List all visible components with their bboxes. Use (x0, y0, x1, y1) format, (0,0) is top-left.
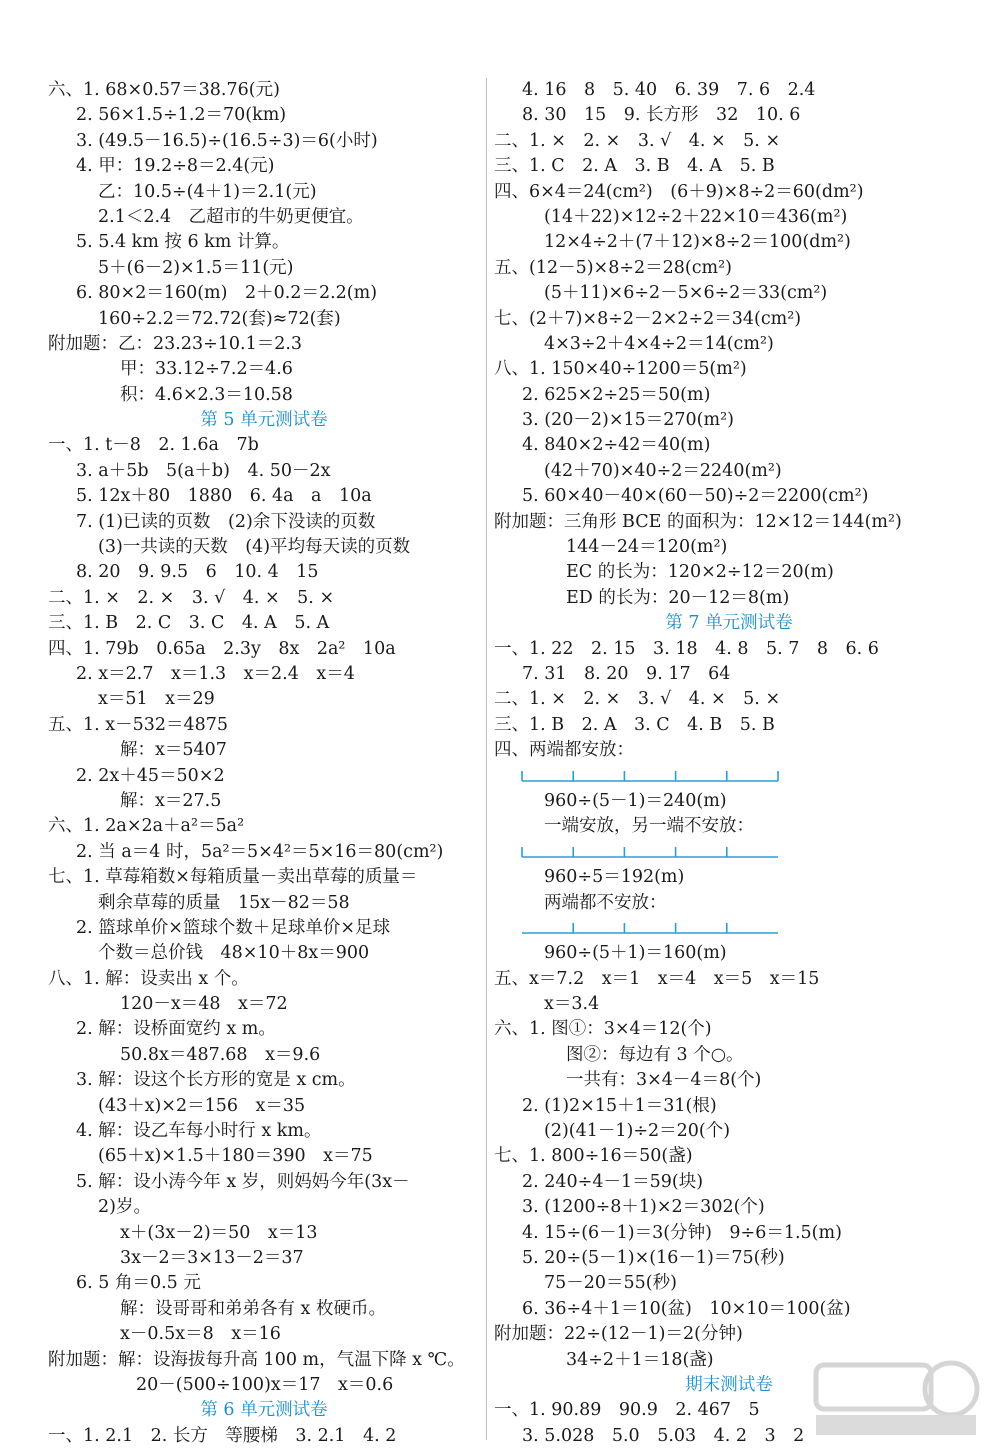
answer-line: 三、1. B 2. C 3. C 4. A 5. A (48, 613, 330, 634)
answer-line: (5＋11)×6÷2－5×6÷2＝33(cm²) (544, 283, 828, 304)
section-title: 第 6 单元测试卷 (200, 1400, 328, 1421)
answer-line: 960÷(5－1)＝240(m) (544, 790, 727, 811)
answer-line: 4. 16 8 5. 40 6. 39 7. 6 2.4 (522, 80, 816, 100)
answer-line: 六、1. 图①：3×4＝12(个) (494, 1019, 712, 1040)
answer-line: 8. 30 15 9. 长方形 32 10. 6 (522, 105, 801, 126)
answer-line: 五、(12－5)×8÷2＝28(cm²) (494, 257, 732, 278)
answer-line: 四、1. 79b 0.65a 2.3y 8x 2a² 10a (48, 638, 396, 659)
answer-line: x＝3.4 (544, 994, 600, 1015)
answer-line: 二、1. × 2. × 3. √ 4. × 5. × (494, 689, 781, 710)
answer-line: 三、1. B 2. A 3. C 4. B 5. B (494, 714, 775, 735)
answer-line: 3. 5.028 5.0 5.03 4. 2 3 2 (522, 1425, 805, 1446)
answer-line: 4×3÷2＋4×4÷2＝14(cm²) (544, 333, 774, 354)
answer-line: 八、1. 解：设卖出 x 个。 (48, 968, 249, 989)
answer-line: 一、1. 22 2. 15 3. 18 4. 8 5. 7 8 6. 6 (494, 638, 879, 659)
answer-line: 解：设哥哥和弟弟各有 x 枚硬币。 (120, 1298, 386, 1319)
answer-line: 2. 625×2÷25＝50(m) (522, 384, 711, 405)
answer-line: 34÷2＋1＝18(盏) (566, 1349, 714, 1370)
answer-line: 5. 5.4 km 按 6 km 计算。 (76, 232, 290, 253)
answer-line: 六、1. 2a×2a＋a²＝5a² (48, 816, 245, 837)
answer-line: 八、1. 150×40÷1200＝5(m²) (494, 359, 747, 380)
answer-line: 七、(2＋7)×8÷2－2×2÷2＝34(cm²) (494, 308, 802, 329)
answer-line: (3)一共读的天数 (4)平均每天读的页数 (98, 537, 411, 558)
answer-line: 3x－2＝3×13－2＝37 (120, 1247, 304, 1268)
section-title: 第 5 单元测试卷 (200, 410, 328, 431)
answer-line: 6. 5 角＝0.5 元 (76, 1273, 201, 1294)
answer-line: 二、1. × 2. × 3. √ 4. × 5. × (48, 587, 335, 608)
answer-line: 4. 840×2÷42＝40(m) (522, 435, 711, 456)
answer-line: 2. 2x＋45＝50×2 (76, 765, 225, 786)
answer-line: 7. 31 8. 20 9. 17 64 (522, 663, 731, 684)
answer-line: 附加题：乙：23.23÷10.1＝2.3 (48, 333, 303, 354)
answer-line: 附加题：22÷(12－1)＝2(分钟) (494, 1324, 743, 1345)
answer-line: 3. (1200÷8＋1)×2＝302(个) (522, 1197, 765, 1218)
answer-line: 20－(500÷100)x＝17 x＝0.6 (136, 1374, 394, 1395)
answer-line: 解：x＝27.5 (120, 790, 222, 811)
answer-line: 甲：33.12÷7.2＝4.6 (120, 359, 293, 380)
answer-line: 六、1. 68×0.57＝38.76(元) (48, 80, 280, 100)
answer-line: 乙：10.5÷(4＋1)＝2.1(元) (98, 181, 317, 202)
answer-line: 3. (20－2)×15＝270(m²) (522, 410, 734, 431)
answer-line: 2.1＜2.4 乙超市的牛奶更便宜。 (98, 206, 364, 227)
answer-line: 75－20＝55(秒) (544, 1273, 677, 1294)
answer-line: 三、1. C 2. A 3. B 4. A 5. B (494, 156, 775, 177)
lamp-ruler-none (494, 916, 964, 941)
answer-line: 8. 20 9. 9.5 6 10. 4 15 (76, 562, 319, 583)
answer-line: 五、x＝7.2 x＝1 x＝4 x＝5 x＝15 (494, 968, 820, 989)
answer-line: 2. 当 a＝4 时，5a²＝5×4²＝5×16＝80(cm²) (76, 841, 444, 862)
answer-line: 一、1. t－8 2. 1.6a 7b (48, 435, 259, 456)
answer-line: 五、1. x－532＝4875 (48, 714, 229, 735)
answer-line: 四、两端都安放： (494, 740, 634, 761)
answer-line: 6. 36÷4＋1＝10(盆) 10×10＝100(盆) (522, 1298, 851, 1319)
answer-line: 2. 240÷4－1＝59(块) (522, 1171, 704, 1192)
answer-line: 2. 篮球单价×篮球个数＋足球单价×足球 (76, 917, 391, 938)
answer-line: 144－24＝120(m²) (566, 537, 728, 558)
answer-line: (65＋x)×1.5＋180＝390 x＝75 (98, 1146, 373, 1167)
lamp-ruler-one (494, 840, 964, 865)
answer-line: x－0.5x＝8 x＝16 (120, 1324, 281, 1345)
answer-line: (2)(41－1)÷2＝20(个) (544, 1121, 731, 1142)
answer-line: 2. 解：设桥面宽约 x m。 (76, 1019, 276, 1040)
answer-line: 160÷2.2＝72.72(套)≈72(套) (98, 308, 341, 329)
watermark-logo (806, 1351, 986, 1445)
right-column (494, 78, 964, 1449)
answer-line: 七、1. 草莓箱数×每箱质量－卖出草莓的质量＝ (48, 867, 418, 888)
answer-line: 7. (1)已读的页数 (2)余下没读的页数 (76, 511, 376, 532)
answer-line: 一端安放，另一端不安放： (544, 816, 754, 837)
answer-line: 120－x＝48 x＝72 (120, 994, 288, 1015)
answer-line: (42＋70)×40÷2＝2240(m²) (544, 460, 782, 481)
answer-line: 5. 解：设小涛今年 x 岁，则妈妈今年(3x－ (76, 1171, 410, 1192)
answer-line: 4. 解：设乙车每小时行 x km。 (76, 1121, 322, 1142)
answer-line: 2. 56×1.5÷1.2＝70(km) (76, 105, 287, 126)
answer-line: 附加题：三角形 BCE 的面积为：12×12＝144(m²) (494, 511, 902, 532)
answer-line: (43＋x)×2＝156 x＝35 (98, 1095, 306, 1116)
section-title: 期末测试卷 (685, 1374, 773, 1395)
answer-line: 个数＝总价钱 48×10＋8x＝900 (98, 943, 370, 964)
answer-line: 5. 20÷(5－1)×(16－1)＝75(秒) (522, 1247, 785, 1268)
answer-line: 960÷5＝192(m) (544, 867, 685, 888)
answer-line: 两端都不安放： (544, 892, 667, 913)
answer-line: 2. x＝2.7 x＝1.3 x＝2.4 x＝4 (76, 663, 355, 684)
answer-line: 四、6×4＝24(cm²) (6＋9)×8÷2＝60(dm²) (494, 181, 864, 202)
answer-line: 960÷(5＋1)＝160(m) (544, 943, 727, 964)
answer-line: x＝51 x＝29 (98, 689, 215, 710)
answer-line: 3. a＋5b 5(a＋b) 4. 50－2x (76, 460, 331, 481)
answer-line: 解：x＝5407 (120, 740, 227, 761)
answer-line: 一共有：3×4－4＝8(个) (566, 1070, 762, 1091)
answer-line: 5. 60×40－40×(60－50)÷2＝2200(cm²) (522, 486, 869, 507)
answer-line: 5＋(6－2)×1.5＝11(元) (98, 257, 294, 278)
answer-line: 七、1. 800÷16＝50(盏) (494, 1146, 693, 1167)
answer-line: EC 的长为：120×2÷12＝20(m) (566, 562, 834, 583)
answer-line: 2)岁。 (98, 1197, 151, 1218)
section-title: 第 7 单元测试卷 (665, 613, 793, 634)
answer-line: 二、1. × 2. × 3. √ 4. × 5. × (494, 130, 781, 151)
answer-line: 4. 甲：19.2÷8＝2.4(元) (76, 156, 275, 177)
answer-line: 3. (49.5－16.5)÷(16.5÷3)＝6(小时) (76, 130, 378, 151)
answer-line: 图②：每边有 3 个○。 (566, 1044, 744, 1065)
answer-line: 4. 15÷(6－1)＝3(分钟) 9÷6＝1.5(m) (522, 1222, 842, 1243)
lamp-ruler-both (494, 764, 964, 789)
answer-line: ED 的长为：20－12＝8(m) (566, 587, 790, 608)
answer-line: 一、1. 2.1 2. 长方 等腰梯 3. 2.1 4. 2 (48, 1425, 397, 1446)
answer-line: 剩余草莓的质量 15x－82＝58 (98, 892, 350, 913)
answer-line: 6. 80×2＝160(m) 2＋0.2＝2.2(m) (76, 283, 378, 304)
answer-line: 3. 解：设这个长方形的宽是 x cm。 (76, 1070, 356, 1091)
answer-line: 5. 12x＋80 1880 6. 4a a 10a (76, 486, 372, 507)
answer-line: 12×4÷2＋(7＋12)×8÷2＝100(dm²) (544, 232, 851, 253)
answer-line: (14＋22)×12÷2＋22×10＝436(m²) (544, 206, 848, 227)
answer-line: 附加题：解：设海拔每升高 100 m，气温下降 x ℃。 (48, 1349, 465, 1370)
answer-line: 2. (1)2×15＋1＝31(根) (522, 1095, 717, 1116)
column-divider (486, 78, 487, 1440)
answer-line: x＋(3x－2)＝50 x＝13 (120, 1222, 318, 1243)
answer-line: 一、1. 90.89 90.9 2. 467 5 (494, 1400, 760, 1421)
left-column (48, 78, 480, 1449)
answer-line: 50.8x＝487.68 x＝9.6 (120, 1044, 321, 1065)
answer-line: 积：4.6×2.3＝10.58 (120, 384, 293, 405)
